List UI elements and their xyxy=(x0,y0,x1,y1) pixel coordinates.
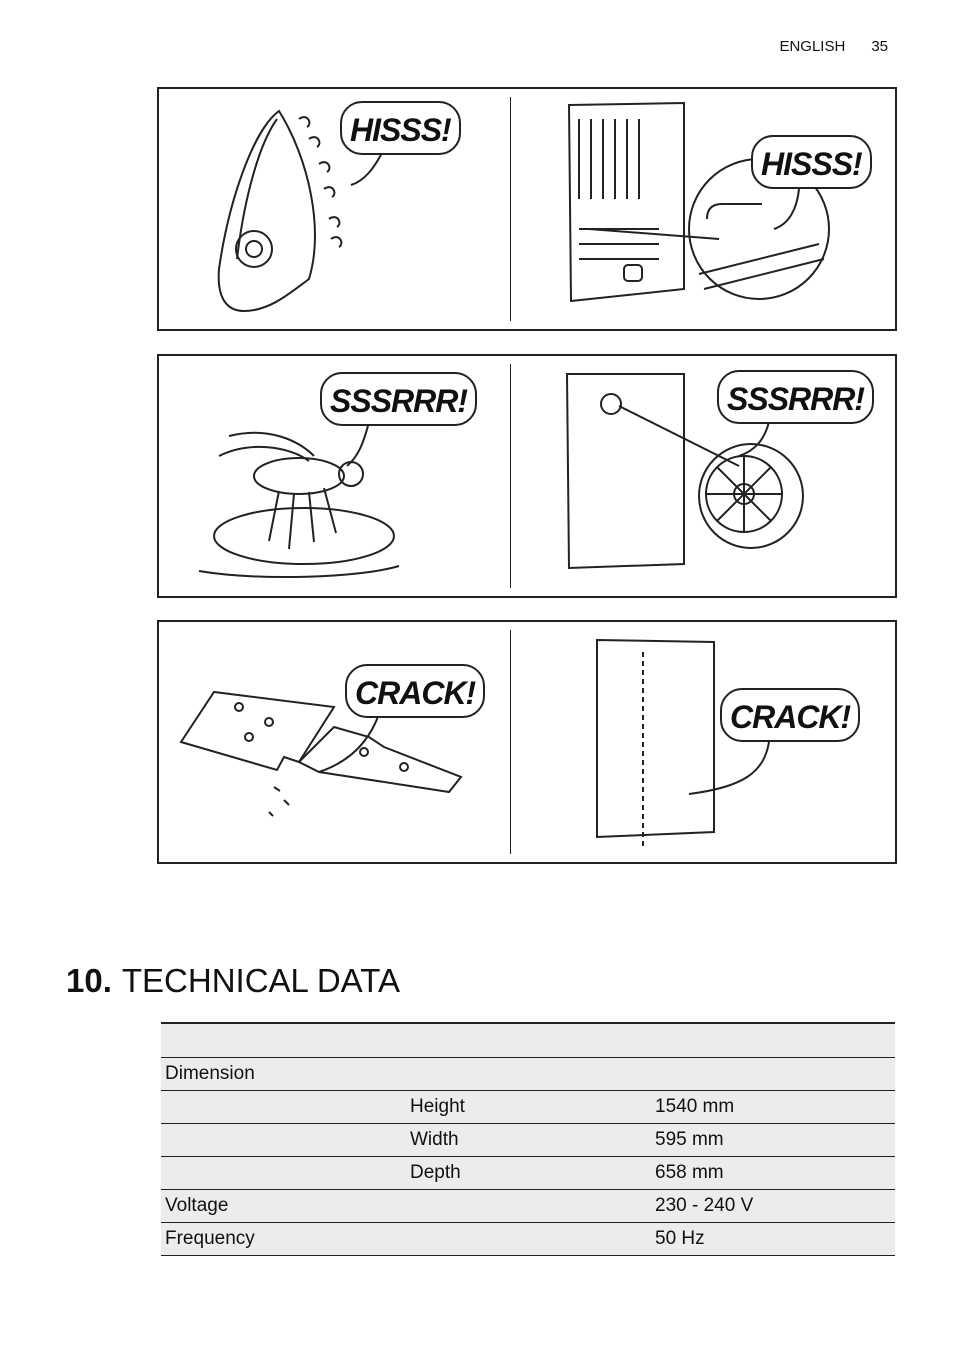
speech-bubble-crack-left: CRACK! xyxy=(345,664,485,718)
table-row xyxy=(161,1057,895,1090)
speech-bubble-buzz-right: SSSRRR! xyxy=(717,370,874,424)
table-cell: Width xyxy=(406,1123,651,1156)
table-cell xyxy=(406,1189,651,1222)
table-row xyxy=(161,1123,895,1156)
bubble-tail-4 xyxy=(739,422,769,456)
table-cell: Dimension xyxy=(161,1057,406,1090)
illustration-panel-buzz xyxy=(157,354,897,598)
table-cell xyxy=(161,1090,406,1123)
language-label: ENGLISH xyxy=(779,38,846,55)
bubble-tail-3 xyxy=(347,422,369,466)
page-number: 35 xyxy=(871,38,888,55)
speech-bubble-hiss-right: HISSS! xyxy=(751,135,872,189)
steam-iron-icon xyxy=(219,111,342,311)
table-cell: 595 mm xyxy=(651,1123,895,1156)
table-row xyxy=(161,1156,895,1189)
table-row xyxy=(161,1222,895,1255)
panel-divider xyxy=(510,97,511,321)
section-title-text: TECHNICAL DATA xyxy=(121,962,400,999)
table-cell xyxy=(161,1156,406,1189)
fridge-back-icon xyxy=(569,103,829,301)
table-cell: 50 Hz xyxy=(651,1222,895,1255)
panel-divider xyxy=(510,364,511,588)
table-cell xyxy=(161,1023,406,1057)
hiss-illustration xyxy=(159,89,895,329)
fridge-front-icon xyxy=(597,640,714,847)
section-number: 10. xyxy=(66,962,112,999)
technical-data-table xyxy=(161,1022,895,1256)
fly-icon xyxy=(199,433,399,577)
illustration-panel-hiss xyxy=(157,87,897,331)
bubble-tail-5 xyxy=(319,714,379,772)
table-cell xyxy=(651,1057,895,1090)
table-cell: 658 mm xyxy=(651,1156,895,1189)
table-cell: Frequency xyxy=(161,1222,406,1255)
page-header xyxy=(779,38,888,55)
table-cell: 230 - 240 V xyxy=(651,1189,895,1222)
section-heading xyxy=(66,962,400,1000)
table-cell: Height xyxy=(406,1090,651,1123)
table-row xyxy=(161,1090,895,1123)
speech-bubble-crack-right: CRACK! xyxy=(720,688,860,742)
table-row xyxy=(161,1189,895,1222)
bubble-tail-6 xyxy=(689,742,769,794)
speech-bubble-hiss-left: HISSS! xyxy=(340,101,461,155)
table-cell xyxy=(161,1123,406,1156)
table-cell: Voltage xyxy=(161,1189,406,1222)
bubble-tail-2 xyxy=(774,189,799,229)
table-cell: 1540 mm xyxy=(651,1090,895,1123)
table-cell xyxy=(406,1023,651,1057)
table-cell xyxy=(406,1057,651,1090)
illustration-panel-crack xyxy=(157,620,897,864)
table-cell xyxy=(651,1023,895,1057)
table-cell xyxy=(406,1222,651,1255)
table-header-row xyxy=(161,1023,895,1057)
table-cell: Depth xyxy=(406,1156,651,1189)
panel-divider xyxy=(510,630,511,854)
speech-bubble-buzz-left: SSSRRR! xyxy=(320,372,477,426)
